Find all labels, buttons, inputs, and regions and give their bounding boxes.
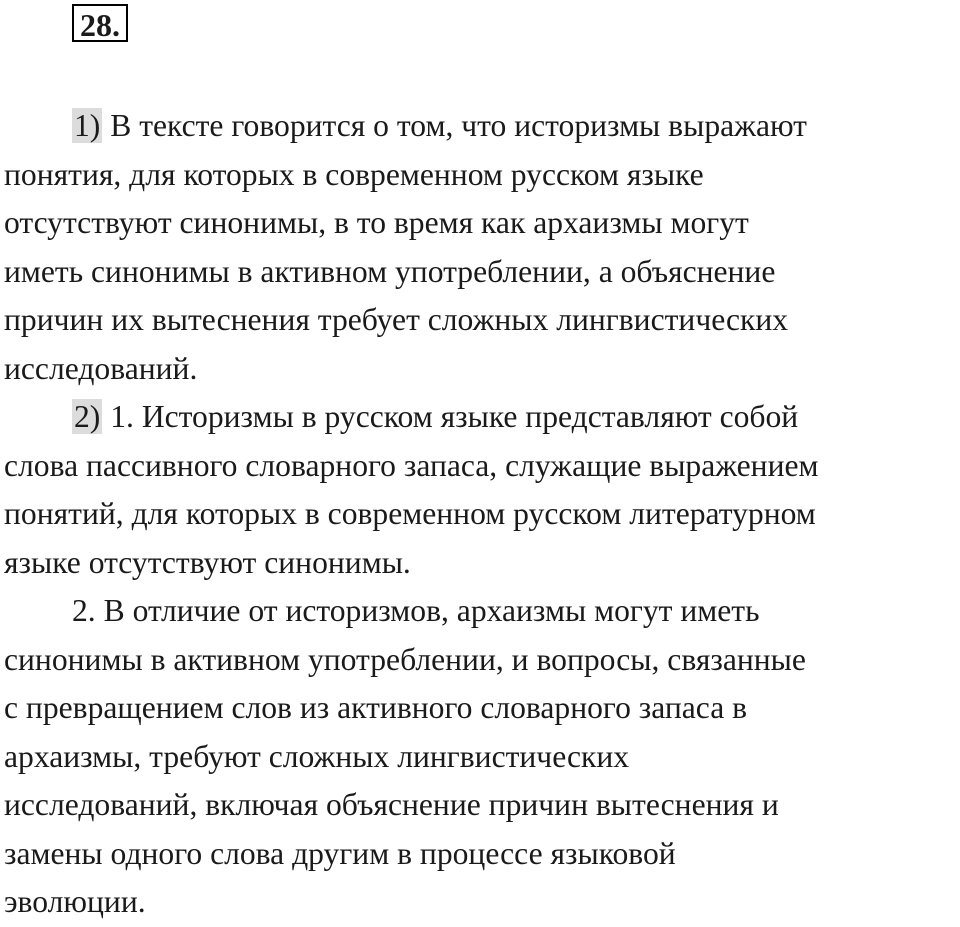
answer-2-point-2-paragraph bbox=[4, 587, 956, 927]
text-line: архаизмы, требуют сложных лингвистических bbox=[4, 738, 630, 774]
text-line: синонимы в активном употреблении, и вопросы, связанные bbox=[4, 641, 806, 677]
text-line: языке отсутствуют синонимы. bbox=[4, 544, 411, 580]
answer-1-marker: 1) bbox=[74, 108, 101, 143]
text-line: 2. В отличие от историзмов, архаизмы могут иметь bbox=[72, 593, 760, 628]
text-line-content: В тексте говорится о том, что историзмы выражают bbox=[110, 108, 807, 143]
text-line-content: 1. Историзмы в русском языке представляют собой bbox=[110, 399, 799, 434]
text-line: исследований, включая объяснение причин вытеснения и bbox=[4, 787, 779, 822]
text-line: понятия, для которых в современном русском языке bbox=[4, 156, 704, 192]
answer-text bbox=[4, 102, 956, 927]
text-line: причин их вытеснения требует сложных лингвистических bbox=[4, 302, 789, 337]
text-line bbox=[4, 102, 956, 151]
text-line: эволюции. bbox=[4, 884, 146, 919]
text-line: исследований. bbox=[4, 350, 198, 386]
answer-2-point-1-paragraph bbox=[4, 393, 956, 587]
text-line: понятий, для которых в современном русском литературном bbox=[4, 496, 816, 531]
text-line: отсутствуют синонимы, в то время как архаизмы могут bbox=[4, 205, 749, 240]
answer-1-paragraph bbox=[4, 102, 956, 393]
text-line bbox=[4, 393, 956, 442]
text-line: слова пассивного словарного запаса, служащие выражением bbox=[4, 447, 819, 483]
task-number: 28. bbox=[72, 4, 128, 42]
text-line: иметь синонимы в активном употреблении, а объяснение bbox=[4, 253, 776, 289]
text-line: замены одного слова другим в процессе языковой bbox=[4, 835, 676, 871]
answer-2-marker: 2) bbox=[74, 399, 101, 434]
text-line: с превращением слов из активного словарного запаса в bbox=[4, 690, 748, 725]
